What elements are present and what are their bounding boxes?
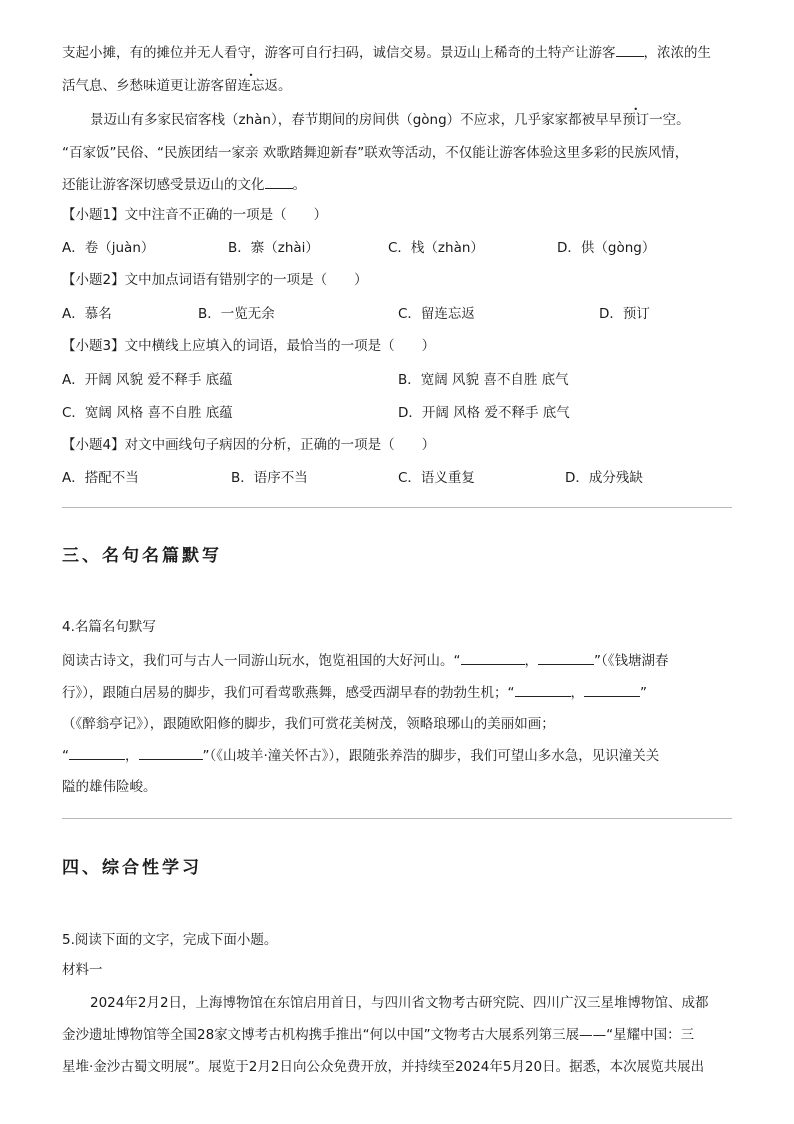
recitation-line: 隘的雄伟险峻。 xyxy=(62,779,157,795)
passage-text: 景迈山有多家民宿客栈（zhàn），春节期间的房间供（gòng）不应求，几乎家家都被早早 xyxy=(90,112,623,128)
section-title: 三、名句名篇默写 xyxy=(62,546,222,566)
option-c[interactable]: C．宽阔 风格 喜不自胜 底蕴 xyxy=(62,405,233,421)
passage-line: “百家饭”民俗、“民族团结一家亲 欢歌踏舞迎新春”联欢等活动，不仅能让游客体验这里多彩的民族风情， xyxy=(62,145,689,161)
option-d[interactable]: D．预订 xyxy=(599,306,650,322)
text: ”（《钱塘湖春 xyxy=(594,653,669,669)
option-d[interactable]: D．成分残缺 xyxy=(565,470,643,486)
option-d[interactable]: D．供（gòng） xyxy=(557,240,656,256)
option-b[interactable]: B．宽阔 风貌 喜不自胜 底气 xyxy=(398,372,569,388)
answer-blank[interactable] xyxy=(584,682,640,697)
text: 阅读古诗文，我们可与古人一同游山玩水，饱览祖国的大好河山。“ xyxy=(62,653,461,669)
passage-line xyxy=(62,42,711,63)
option-a[interactable]: A．慕名 xyxy=(62,306,112,322)
section-divider xyxy=(62,818,732,819)
option-b[interactable]: B．一览无余 xyxy=(198,306,275,322)
text: ” xyxy=(640,685,647,701)
option-b[interactable]: B．语序不当 xyxy=(231,470,308,486)
text: ， xyxy=(570,685,584,701)
option-a[interactable]: A．卷（juàn） xyxy=(62,240,155,256)
question-stem: 【小题1】文中注音不正确的一项是（ ） xyxy=(62,207,328,223)
option-a[interactable]: A．搭配不当 xyxy=(62,470,139,486)
option-c[interactable]: C．语义重复 xyxy=(398,470,475,486)
answer-blank[interactable] xyxy=(461,650,525,665)
dotted-word: 留连忘返 xyxy=(224,78,278,94)
option-d[interactable]: D．开阔 风格 爱不释手 底气 xyxy=(398,405,570,421)
question-title: 5.阅读下面的文字，完成下面小题。 xyxy=(62,932,278,948)
passage-text: 支起小摊，有的摊位并无人看守，游客可自行扫码，诚信交易。景迈山上稀奇的土特产让游客 xyxy=(62,45,616,61)
option-a[interactable]: A．开阔 风貌 爱不释手 底蕴 xyxy=(62,372,233,388)
option-c[interactable]: C．栈（zhàn） xyxy=(388,240,484,256)
text: ， xyxy=(524,653,538,669)
passage-line xyxy=(90,110,690,130)
answer-blank[interactable] xyxy=(69,745,125,760)
text: ， xyxy=(125,748,139,764)
paragraph-line: 2024年2月2日，上海博物馆在东馆启用首日，与四川省文物考古研究院、四川广汉三星堆博物馆、成都 xyxy=(90,995,709,1011)
question-stem: 【小题4】对文中画线句子病因的分析，正确的一项是（ ） xyxy=(62,437,436,453)
paragraph-line: 金沙遗址博物馆等全国28家文博考古机构携手推出“何以中国”文物考古大展系列第三展——“星耀中国：三 xyxy=(62,1027,695,1043)
dotted-word: 预订 xyxy=(622,112,650,128)
passage-text: 活气息、乡愁味道更让游客 xyxy=(62,78,224,94)
option-c[interactable]: C．留连忘返 xyxy=(398,306,475,322)
material-label: 材料一 xyxy=(62,962,103,978)
answer-blank[interactable] xyxy=(538,650,594,665)
question-stem: 【小题3】文中横线上应填入的词语，最恰当的一项是（ ） xyxy=(62,338,436,354)
passage-text: 。 xyxy=(278,78,292,94)
passage-text: 还能让游客深切感受景迈山的文化 xyxy=(62,177,265,193)
question-stem: 【小题2】文中加点词语有错别字的一项是（ ） xyxy=(62,272,368,288)
text: “ xyxy=(62,748,69,764)
answer-blank xyxy=(616,42,644,57)
paragraph-line: 星堆·金沙古蜀文明展”。展览于2月2日向公众免费开放，并持续至2024年5月20日。据悉，本次展览共展出 xyxy=(62,1059,705,1075)
text: ”（《山坡羊·潼关怀古》），跟随张养浩的脚步，我们可望山多水急，见识潼关关 xyxy=(202,748,660,764)
recitation-line xyxy=(62,682,647,703)
option-b[interactable]: B．寨（zhài） xyxy=(228,240,319,256)
section-divider xyxy=(62,507,732,508)
recitation-line xyxy=(62,745,659,766)
passage-text: ，浓浓的生 xyxy=(643,45,711,61)
answer-blank[interactable] xyxy=(515,682,571,697)
text: 行》），跟随白居易的脚步，我们可看莺歌燕舞，感受西湖早春的勃勃生机；“ xyxy=(62,685,515,701)
answer-blank[interactable] xyxy=(139,745,203,760)
question-title: 4.名篇名句默写 xyxy=(62,619,156,635)
passage-line xyxy=(62,76,292,96)
passage-text: 一空。 xyxy=(649,112,690,128)
recitation-line: （《醉翁亭记》），跟随欧阳修的脚步，我们可赏花美树茂，领略琅琊山的美丽如画； xyxy=(62,716,555,732)
passage-line xyxy=(62,174,306,195)
recitation-line xyxy=(62,650,669,671)
answer-blank xyxy=(265,174,293,189)
section-title: 四、综合性学习 xyxy=(62,858,202,878)
passage-text: 。 xyxy=(292,177,306,193)
